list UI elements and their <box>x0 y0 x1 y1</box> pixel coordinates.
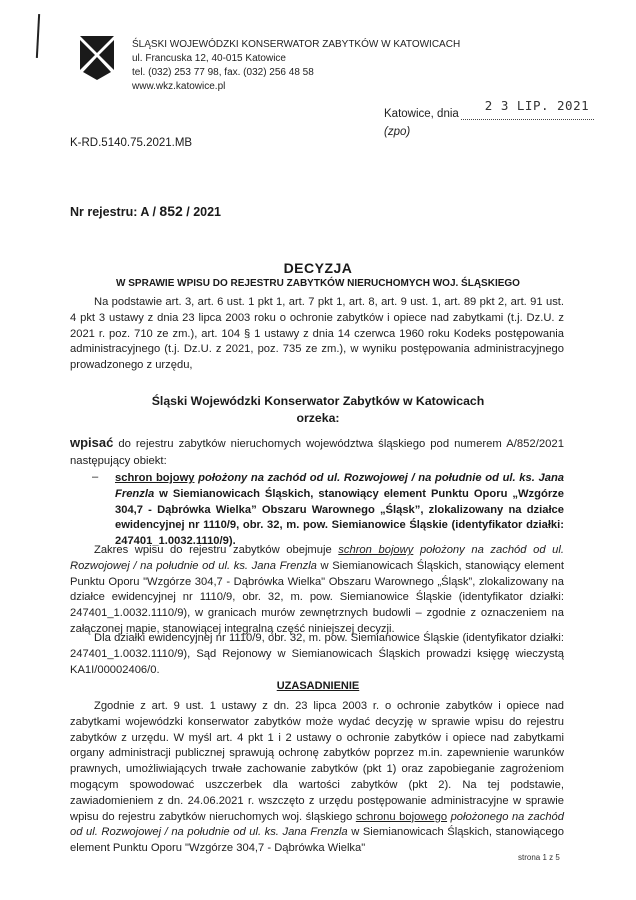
handwritten-mark <box>36 14 40 58</box>
document-subtitle: W SPRAWIE WPISU DO REJESTRU ZABYTKÓW NIERUCHOMYCH WOJ. ŚLĄSKIEGO <box>116 278 520 289</box>
document-title: DECYZJA <box>283 260 353 276</box>
date-stamp: 2 3 LIP. 2021 <box>484 98 590 113</box>
register-number <box>70 203 221 219</box>
ruling-verb: wpisać <box>70 435 114 450</box>
justification-object: schronu bojowego <box>355 810 448 823</box>
institution-logo <box>80 36 114 80</box>
legal-basis: Na podstawie art. 3, art. 6 ust. 1 pkt 1, art. 7 pkt 1, art. 8, art. 9 ust. 1, art. 89 pkt 2, art. 91 ust. 4 pkt 3 ustawy z dnia 23 lipca 2003 roku o ochronie zabytków i opiece nad zabytkami (t.j. Dz.U. z 2021 r. poz. 710 ze zm.), art. 104 § 1 ustawy z dnia 14 czerwca 1960 roku Kodeks postępowania administracyjnego (t.j. Dz.U. z 2021, poz. 735 ze zm.), w wyniku postępowania administracyjnego prowadzonego z urzędu, <box>70 296 564 372</box>
ruling-lead <box>70 434 564 470</box>
date-dotted-line <box>461 98 594 120</box>
ruling-item <box>115 471 564 550</box>
authority-ruling: orzeka: <box>296 411 340 425</box>
scope-object: schron bojowy <box>338 544 414 556</box>
page-number: strona 1 z 5 <box>518 853 560 862</box>
register-suffix: / 2021 <box>186 205 222 219</box>
list-dash: – <box>92 471 99 483</box>
ruling-item-details: w Siemianowicach Śląskich, stanowiący element Punktu Oporu „Wzgórze 304,7 - Dąbrówka Wielka” Obszaru Warownego „Śląsk”, zlokalizowany na działce ewidencyjnej nr 1110/9, obr. 32, m. pow. Siemianowice Śląskie (identyfikator działki: 247401_1.0032.1110/9). <box>115 487 564 548</box>
authority-heading <box>0 393 636 427</box>
authority-name: Śląski Wojewódzki Konserwator Zabytków w Katowicach <box>151 394 485 408</box>
scope-rest: w Siemianowicach Śląskich, stanowiący element Punktu Oporu "Wzgórze 304,7 - Dąbrówka Wielka" Obszaru Warownego „Śląsk”, zlokalizowany na działce ewidencyjnej nr 1110/9, obr. 32, m. pow. Siemianowice Śląskie (identyfikator działki: 247401_1.0032.1110/9), w granicach murów zewnętrznych budowli – zgodnie z oznaczeniem na załączonej mapie, stanowiącej integralną część niniejszej decyzji. <box>70 559 565 635</box>
letterhead <box>132 38 460 94</box>
scope-paragraph <box>70 543 564 638</box>
institution-address: ul. Francuska 12, 40-015 Katowice <box>132 53 286 64</box>
justification-location: położonego na zachód od ul. Rozwojowej / na południe od ul. ks. Jana Frenzla <box>70 810 565 839</box>
date-block <box>384 98 594 138</box>
institution-website: www.wkz.katowice.pl <box>132 81 226 92</box>
date-label: Katowice, dnia <box>384 108 459 120</box>
justification-text-b: w Siemianowicach Śląskich, stanowiącego element Punktu Oporu "Wzgórze 304,7 - Dąbrówka Wielka" <box>70 826 564 855</box>
register-prefix: A / <box>140 205 156 219</box>
justification-paragraph <box>70 699 564 857</box>
date-place: (zpo) <box>384 126 411 138</box>
scope-lead: Zakres wpisu do rejestru zabytków obejmuje <box>94 544 339 556</box>
register-label: Nr rejestru: <box>70 205 138 219</box>
institution-phones: tel. (032) 253 77 98, fax. (032) 256 48 58 <box>132 67 314 78</box>
ruling-item-location: położony na zachód od ul. Rozwojowej / na południe od ul. ks. Jana Frenzla <box>115 472 564 500</box>
case-signature: K-RD.5140.75.2021.MB <box>70 137 193 149</box>
justification-text-a: Zgodnie z art. 9 ust. 1 ustawy z dn. 23 lipca 2003 r. o ochronie zabytków i opiece nad zabytkami wojewódzki konserwator zabytków może wydać decyzję w sprawie wpisu do rejestru zabytków z urzędu. W myśl art. 4 pkt 1 i 2 ustawy o ochronie zabytków i opiece nad zabytkami organy administracji publicznej sprawują ochronę zabytków poprzez m.in. zapewnienie warunków prawnych, umożliwiających trwałe zachowanie zabytków (pkt 1) oraz zapobieganie zagrożeniom mogącym spowodować uszczerbek dla wartości zabytków (pkt 2). Na tej podstawie, zawiadomieniem z dn. 24.06.2021 r. wszczęto z urzędu postępowanie administracyjne w sprawie wpisu do rejestru zabytków nieruchomych woj. śląskiego <box>70 700 564 823</box>
institution-name: ŚLĄSKI WOJEWÓDZKI KONSERWATOR ZABYTKÓW W KATOWICACH <box>132 39 461 50</box>
register-value: 852 <box>159 203 183 219</box>
ruling-lead-text: do rejestru zabytków nieruchomych województwa śląskiego pod numerem A/852/2021 następujący obiekt: <box>70 438 564 467</box>
justification-heading: UZASADNIENIE <box>276 680 360 692</box>
land-register-paragraph: Dla działki ewidencyjnej nr 1110/9, obr. 32, m. pow. Siemianowice Śląskie (identyfikator działki: 247401_1.0032.1110/9), Sąd Rejonowy w Siemianowicach Śląskich prowadzi księgę wieczystą KA1I/00002406/0. <box>70 632 564 676</box>
ruling-item-object: schron bojowy <box>115 472 195 484</box>
scope-location: położony na zachód od ul. Rozwojowej / na południe od ul. ks. Jana Frenzla <box>70 544 564 572</box>
